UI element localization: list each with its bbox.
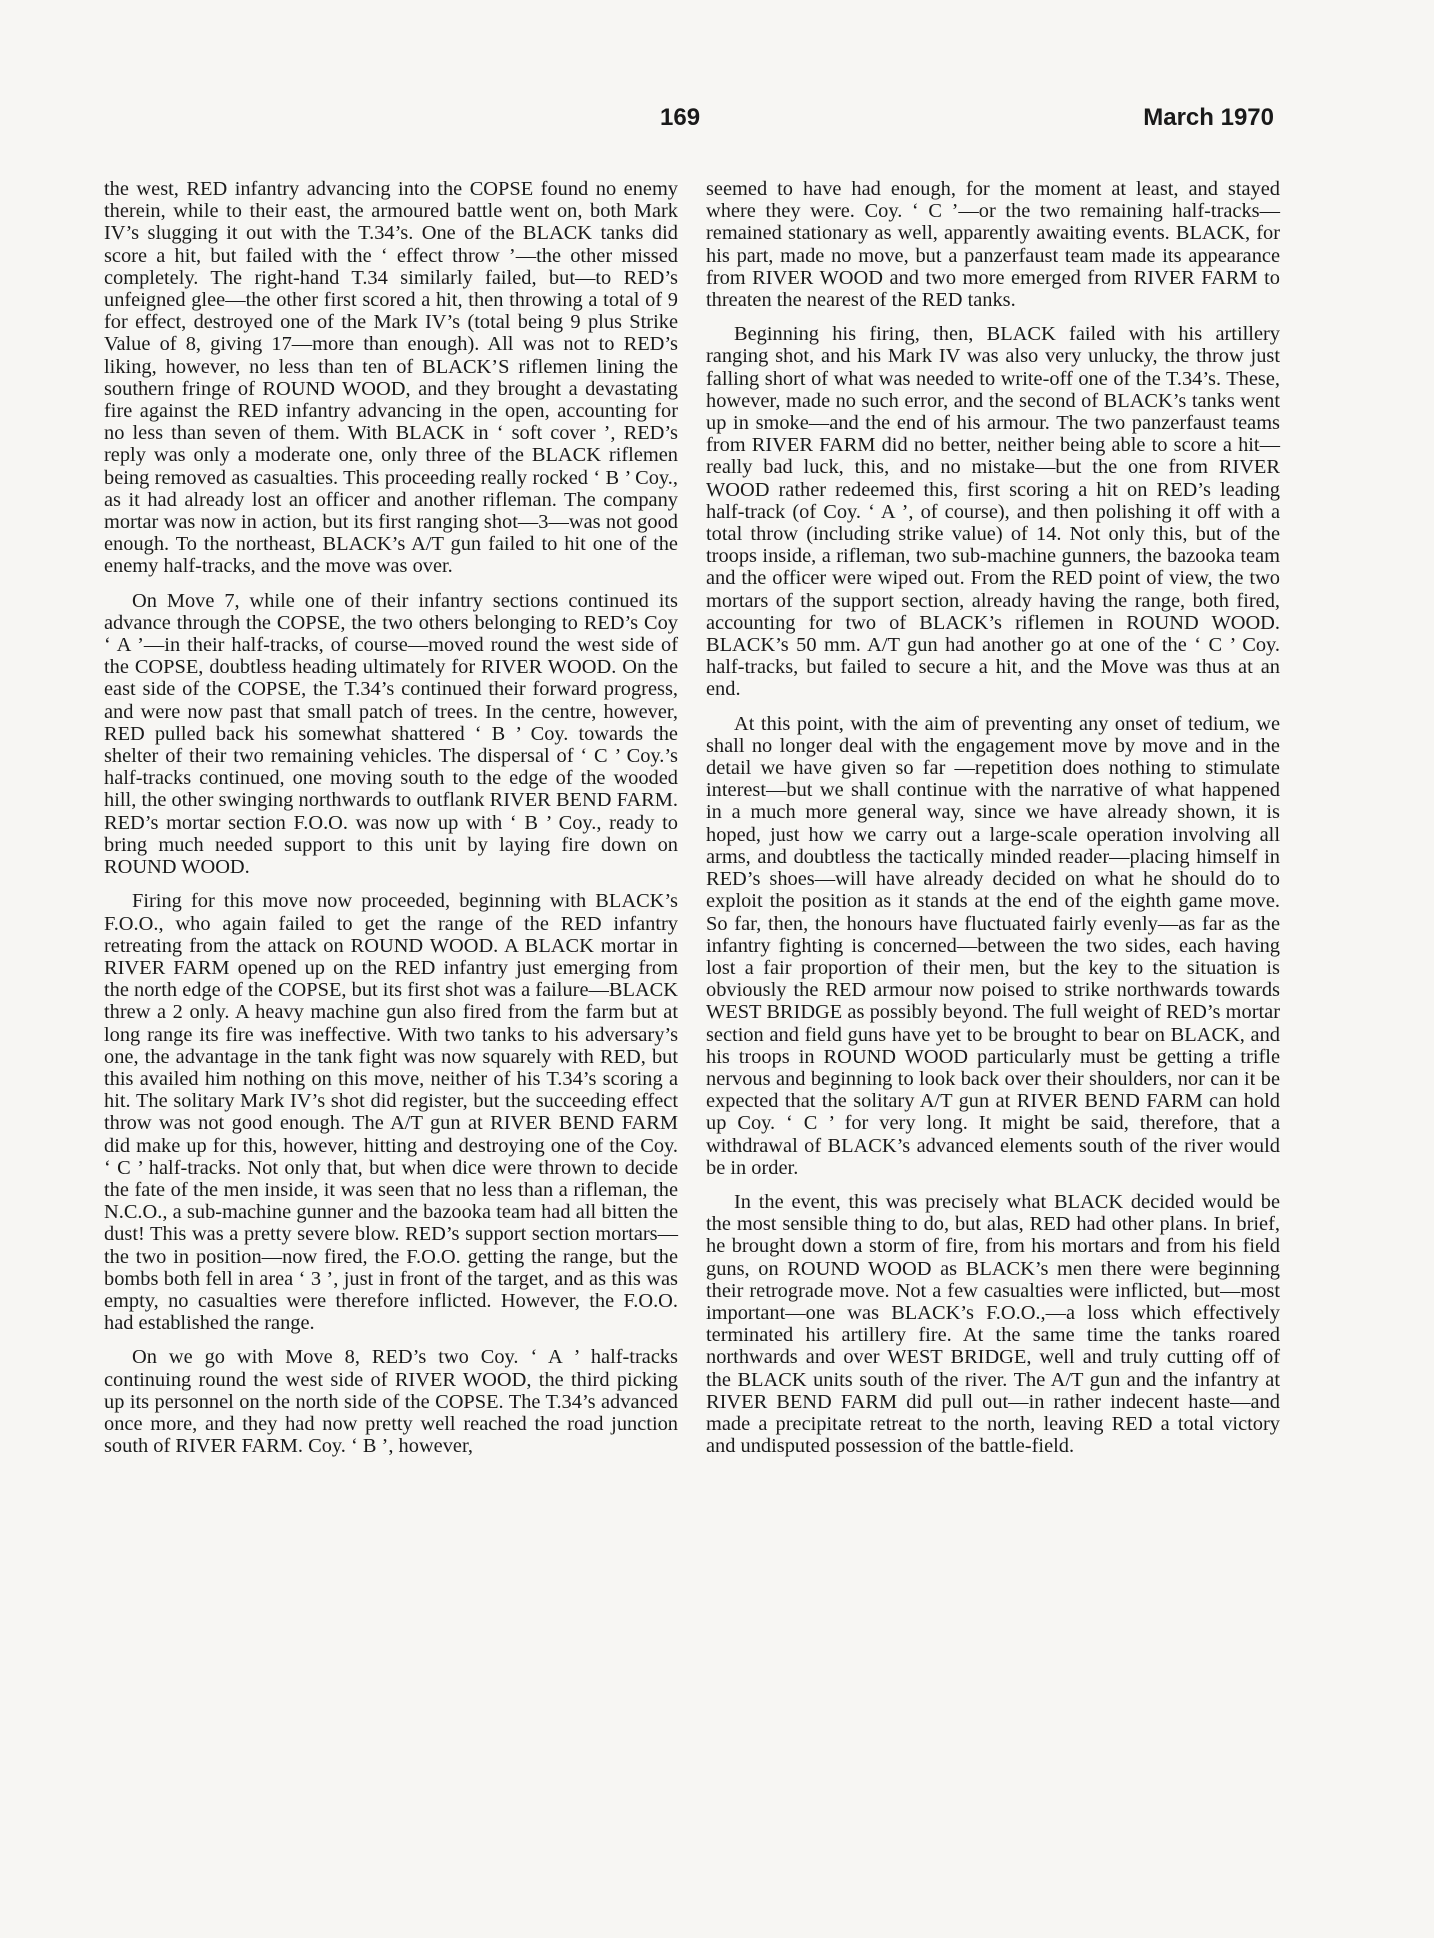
right-column — [706, 178, 1280, 1469]
paragraph: On we go with Move 8, RED’s two Coy. ‘ A ’ half-tracks continuing round the west side of RIVER WOOD, the third picking up its personnel on the north side of the COPSE. The T.34’s advanced once more, and they had now pretty well reached the road junction south of RIVER FARM. Coy. ‘ B ’, however, — [104, 1346, 678, 1458]
paragraph: In the event, this was precisely what BLACK decided would be the most sensible thing to do, but alas, RED had other plans. In brief, he brought down a storm of fire, from his mortars and from his field guns, on ROUND WOOD as BLACK’s men there were beginning their retrograde move. Not a few casualties were inflicted, but—most important—one was BLACK’s F.O.O.,—a loss which effectively terminated his artillery fire. At the same time the tanks roared northwards and over WEST BRIDGE, well and truly cutting off of the BLACK units south of the river. The A/T gun and the infantry at RIVER BEND FARM did pull out—in rather indecent haste—and made a precipitate retreat to the north, leaving RED a total victory and undisputed possession of the battle-field. — [706, 1190, 1280, 1458]
paragraph: Beginning his firing, then, BLACK failed with his artillery ranging shot, and his Mark IV was also very unlucky, the throw just falling short of what was needed to write-off one of the T.34’s. These, however, made no such error, and the second of BLACK’s tanks went up in smoke—and the end of his armour. The two panzerfaust teams from RIVER FARM did no better, neither being able to score a hit—really bad luck, this, and no mistake—but the one from RIVER WOOD rather redeemed this, first scoring a hit on RED’s leading half-track (of Coy. ‘ A ’, of course), and then polishing it off with a total throw (including strike value) of 14. Not only this, but of the troops inside, a rifleman, two sub-machine gunners, the bazooka team and the officer were wiped out. From the RED point of view, the two mortars of the support section, already having the range, both fired, accounting for two of BLACK’s riflemen in ROUND WOOD. BLACK’s 50 mm. A/T gun had another go at one of the ‘ C ’ Coy. half-tracks, but failed to secure a hit, and the Move was thus at an end. — [706, 323, 1280, 701]
paragraph: the west, RED infantry advancing into the COPSE found no enemy therein, while to their east, the armoured battle went on, both Mark IV’s slugging it out with the T.34’s. One of the BLACK tanks did score a hit, but failed with the ‘ effect throw ’—the other missed completely. The right-hand T.34 similarly failed, but—to RED’s unfeigned glee—the other first scored a hit, then throwing a total of 9 for effect, destroyed one of the Mark IV’s (total being 9 plus Strike Value of 8, giving 17—more than enough). All was not to RED’s liking, however, no less than ten of BLACK’S riflemen lining the southern fringe of ROUND WOOD, and they brought a devastating fire against the RED infantry advancing in the open, accounting for no less than seven of them. With BLACK in ‘ soft cover ’, RED’s reply was only a moderate one, only three of the BLACK riflemen being removed as casualties. This proceeding really rocked ‘ B ’ Coy., as it had already lost an officer and another rifleman. The company mortar was now in action, but its first ranging shot—3—was not good enough. To the northeast, BLACK’s A/T gun failed to hit one of the enemy half-tracks, and the move was over. — [104, 178, 678, 578]
paragraph: seemed to have had enough, for the moment at least, and stayed where they were. Coy. ‘ C ’—or the two remaining half-tracks—remained stationary as well, apparently awaiting events. BLACK, for his part, made no move, but a panzerfaust team made its appearance from RIVER WOOD and two more emerged from RIVER FARM to threaten the nearest of the RED tanks. — [706, 178, 1280, 312]
paragraph: At this point, with the aim of preventing any onset of tedium, we shall no longer deal with the engagement move by move and in the detail we have given so far —repetition does nothing to stimulate interest—but we shall continue with the narrative of what happened in a much more general way, since we have already shown, it is hoped, just how we carry out a large-scale operation involving all arms, and doubtless the tactically minded reader—placing himself in RED’s shoes—will have already decided on what he should do to exploit the position as it stands at the end of the eighth game move. So far, then, the honours have fluctuated fairly evenly—as far as the infantry fighting is concerned—between the two sides, each having lost a fair proportion of their men, but the key to the situation is obviously the RED armour now poised to strike northwards towards WEST BRIDGE as possibly beyond. The full weight of RED’s mortar section and field guns have yet to be brought to bear on BLACK, and his troops in ROUND WOOD particularly must be getting a trifle nervous and beginning to look back over their shoulders, nor can it be expected that the solitary A/T gun at RIVER BEND FARM can hold up Coy. ‘ C ’ for very long. It might be said, therefore, that a withdrawal of BLACK’s advanced elements south of the river would be in order. — [706, 712, 1280, 1179]
left-column — [104, 178, 678, 1469]
paragraph: On Move 7, while one of their infantry sections continued its advance through the COPSE, the two others belonging to RED’s Coy ‘ A ’—in their half-tracks, of course—moved round the west side of the COPSE, doubtless heading ultimately for RIVER WOOD. On the east side of the COPSE, the T.34’s continued their forward progress, and were now past that small patch of trees. In the centre, however, RED pulled back his somewhat shattered ‘ B ’ Coy. towards the shelter of their two remaining vehicles. The dispersal of ‘ C ’ Coy.’s half-tracks continued, one moving south to the edge of the wooded hill, the other swinging northwards to outflank RIVER BEND FARM. RED’s mortar section F.O.O. was now up with ‘ B ’ Coy., ready to bring much needed support to this unit by laying fire down on ROUND WOOD. — [104, 589, 678, 879]
page-number: 169 — [660, 104, 701, 131]
issue-date: March 1970 — [1143, 104, 1274, 131]
paragraph: Firing for this move now proceeded, beginning with BLACK’s F.O.O., who again failed to get the range of the RED infantry retreating from the attack on ROUND WOOD. A BLACK mortar in RIVER FARM opened up on the RED infantry just emerging from the north edge of the COPSE, but its first shot was a failure—BLACK threw a 2 only. A heavy machine gun also fired from the farm but at long range its fire was ineffective. With two tanks to his adversary’s one, the advantage in the tank fight was now squarely with RED, but this availed him nothing on this move, neither of his T.34’s scoring a hit. The solitary Mark IV’s shot did register, but the succeeding effect throw was not good enough. The A/T gun at RIVER BEND FARM did make up for this, however, hitting and destroying one of the Coy. ‘ C ’ half-tracks. Not only that, but when dice were thrown to decide the fate of the men inside, it was seen that no less than a rifleman, the N.C.O., a sub-machine gunner and the bazooka team had all bitten the dust! This was a pretty severe blow. RED’s support section mortars—the two in position—now fired, the F.O.O. getting the range, but the bombs both fell in area ‘ 3 ’, just in front of the target, and as this was empty, no casualties were therefore inflicted. However, the F.O.O. had established the range. — [104, 890, 678, 1335]
